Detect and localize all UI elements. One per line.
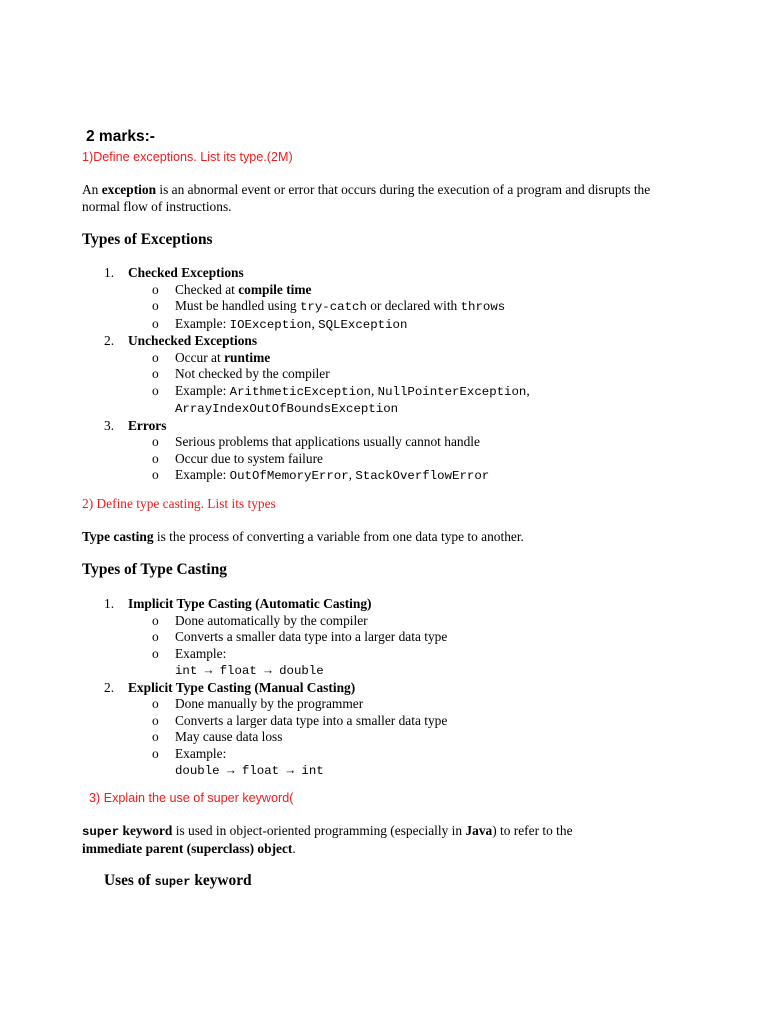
super-keyword-definition: super keyword is used in object-oriented programming (especially in Java) to refer to the immediate parent (superclass) object. (82, 823, 573, 856)
question-2-title: 2) Define type casting. List its types (82, 496, 276, 511)
list-item: o Occur due to system failure (152, 450, 323, 466)
list-item: o Example: double → float → int (152, 745, 324, 778)
type-casting-definition: Type casting is the process of converting a variable from one data type to another. (82, 529, 524, 544)
list-item: o Not checked by the compiler (152, 366, 330, 381)
question-3-title: 3) Explain the use of super keyword( (89, 791, 294, 805)
list-item: o Converts a smaller data type into a larger data type (152, 629, 448, 644)
list-item: 2. Unchecked Exceptions o Occur at runtime o Not checked by the compiler o Example: ArithmeticException, NullPointerException, ArrayIndexOutOfBoundsException (104, 333, 530, 416)
uses-of-super-heading: Uses of super keyword (104, 872, 252, 889)
list-item: 2. Explicit Type Casting (Manual Casting) o Done manually by the programmer o Converts a larger data type into a smaller data type o May cause data loss o Example: double → float → int (104, 679, 448, 778)
marks-heading: 2 marks:- (86, 128, 155, 145)
code-example: double → float → int (175, 764, 324, 778)
list-item: o Converts a larger data type into a smaller data type (152, 712, 448, 728)
list-item: o Example: int → float → double (152, 645, 324, 678)
list-item: o May cause data loss (152, 729, 283, 744)
list-item: o Done manually by the programmer (152, 696, 364, 711)
list-item: 3. Errors o Serious problems that applications usually cannot handle o Occur due to system failure o Example: OutOfMemoryError, StackOverflowError (104, 418, 530, 485)
types-of-type-casting-heading: Types of Type Casting (82, 561, 227, 578)
list-item: o Example: ArithmeticException, NullPointerException, ArrayIndexOutOfBoundsException (152, 382, 530, 416)
list-item: o Example: IOException, SQLException (152, 315, 408, 332)
exception-types-list (104, 265, 530, 485)
type-casting-list (104, 596, 447, 780)
exception-definition: An exception is an abnormal event or error that occurs during the execution of a program and disrupts the normal flow of instructions. (82, 182, 651, 214)
list-item: o Example: OutOfMemoryError, StackOverflowError (152, 467, 490, 483)
list-item: 1. Checked Exceptions o Checked at compile time o Must be handled using try-catch or declared with throws o Example: IOException, SQLException (104, 265, 530, 333)
list-item: o Serious problems that applications usually cannot handle (152, 434, 480, 449)
types-of-exceptions-heading: Types of Exceptions (82, 231, 213, 248)
list-item: o Must be handled using try-catch or declared with throws (152, 298, 506, 314)
list-item: o Done automatically by the compiler (152, 612, 368, 628)
question-1-title: 1)Define exceptions. List its type.(2M) (82, 150, 293, 164)
list-item: o Occur at runtime (152, 349, 271, 365)
list-item: 1. Implicit Type Casting (Automatic Casting) o Done automatically by the compiler o Converts a smaller data type into a larger data type o Example: int → float → double (104, 596, 448, 678)
list-item: o Checked at compile time (152, 281, 312, 297)
code-example: int → float → double (175, 664, 324, 678)
